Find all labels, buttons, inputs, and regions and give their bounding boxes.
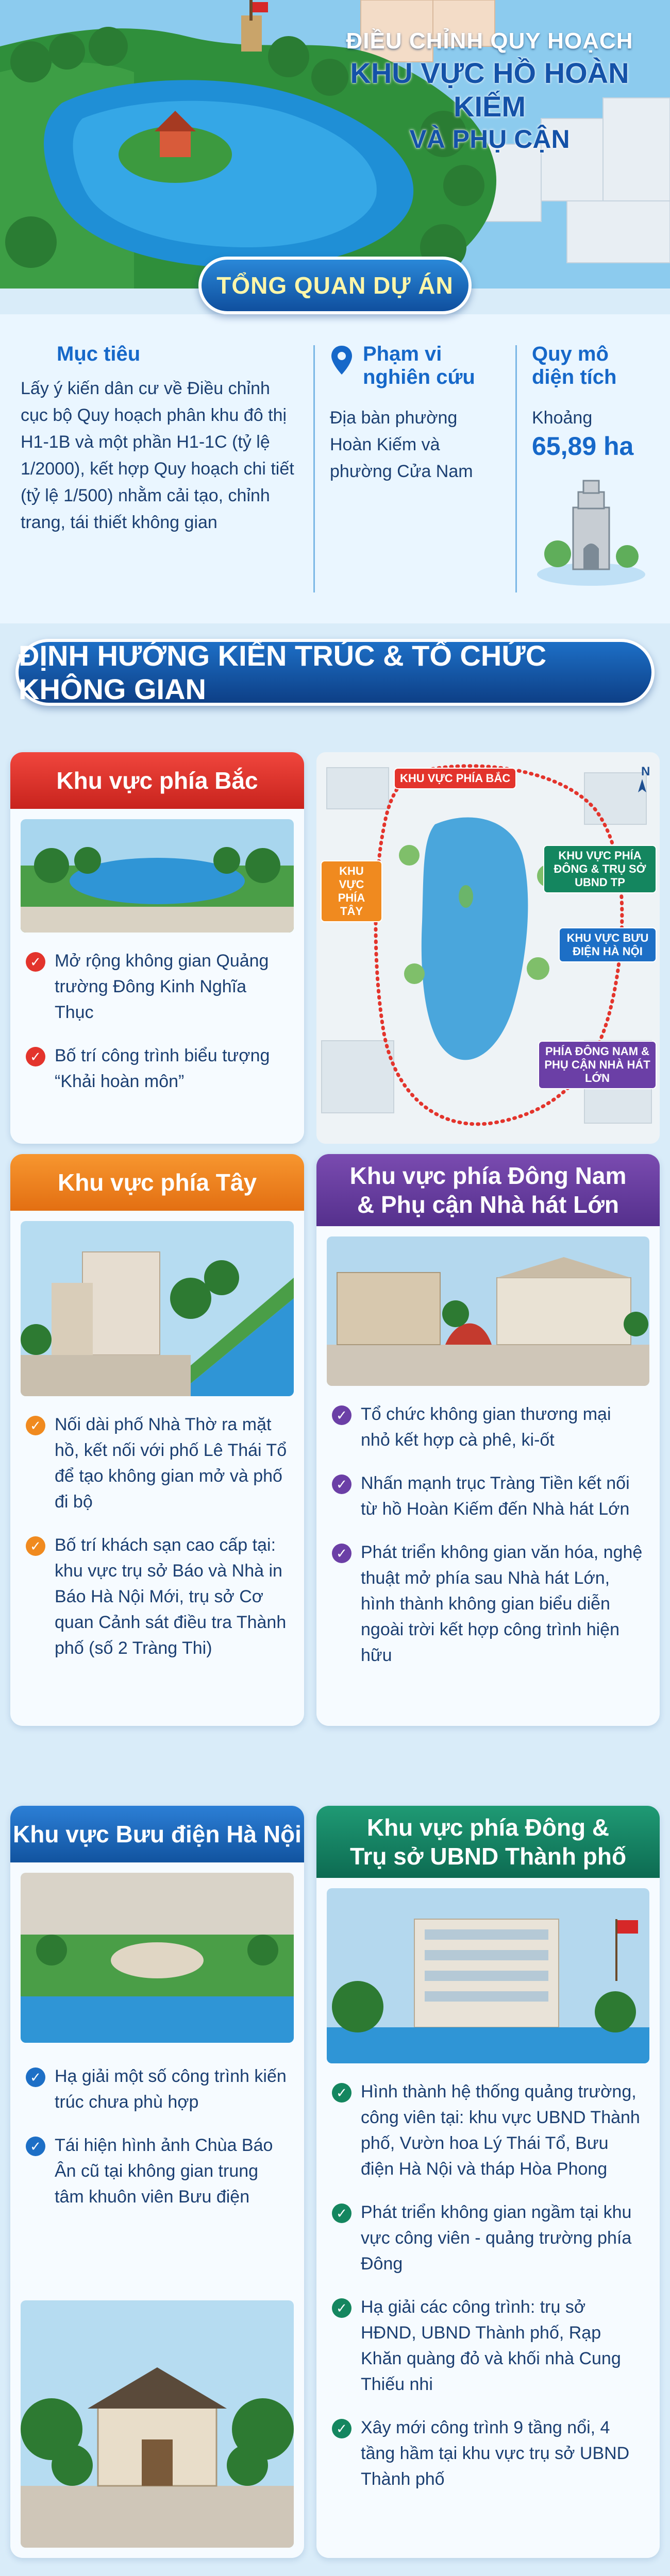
card-southeast-title-2: & Phụ cận Nhà hát Lớn	[357, 1191, 619, 1218]
southeast-photo	[327, 1236, 649, 1386]
hero-title-line1: ĐIỀU CHỈNH QUY HOẠCH	[346, 28, 633, 54]
divider	[313, 345, 315, 592]
list-item: ✓ Mở rộng không gian Quảng trường Đông Kinh Nghĩa Thục	[26, 948, 289, 1025]
southeast-bullet-list	[332, 1401, 644, 1686]
scope-title-1: Phạm vi	[363, 343, 442, 365]
goal-column	[21, 343, 299, 536]
overview-banner-text: TỔNG QUAN DỰ ÁN	[216, 272, 454, 299]
list-item: ✓ Hạ giải một số công trình kiến trúc chưa phù hợp	[26, 2063, 289, 2115]
card-southeast	[316, 1154, 660, 1726]
scope-text: Địa bàn phường Hoàn Kiếm và phường Cửa Nam	[330, 408, 473, 481]
pagoda-photo	[21, 2300, 294, 2548]
size-title-1: Quy mô	[532, 343, 609, 365]
list-item: ✓ Bố trí khách sạn cao cấp tại: khu vực trụ sở Báo và Nhà in Báo Hà Nội Mới, trụ sở Cơ quan Cảnh sát điều tra Thành phố (số 2 Tràng Thi)	[26, 1532, 289, 1661]
section-banner	[15, 639, 655, 706]
card-north-title: Khu vực phía Bắc	[56, 767, 258, 794]
map-label-southeast: PHÍA ĐÔNG NAM & PHỤ CẬN NHÀ HÁT LỚN	[538, 1041, 657, 1089]
north-bullet-list	[26, 948, 289, 1112]
card-west-title: Khu vực phía Tây	[57, 1169, 257, 1196]
north-photo	[21, 819, 294, 933]
check-icon: ✓	[332, 1405, 351, 1425]
card-east-title-1: Khu vực phía Đông &	[366, 1814, 610, 1841]
goal-title: Mục tiêu	[57, 343, 141, 365]
card-west-header	[10, 1154, 304, 1211]
check-icon: ✓	[26, 1416, 45, 1435]
check-icon: ✓	[332, 2419, 351, 2438]
card-post-header	[10, 1806, 304, 1862]
compass-label: N	[641, 765, 650, 778]
check-icon: ✓	[26, 1047, 45, 1066]
overview-section	[0, 314, 670, 623]
section-banner-text: ĐỊNH HƯỚNG KIẾN TRÚC & TỔ CHỨC KHÔNG GIAN	[19, 639, 547, 705]
list-item: ✓ Tổ chức không gian thương mại nhỏ kết hợp cà phê, ki-ốt	[332, 1401, 644, 1453]
size-prefix: Khoảng	[532, 408, 593, 428]
hero-title-line2: KHU VỰC HỒ HOÀN KIẾM	[350, 57, 629, 123]
list-item: ✓ Nối dài phố Nhà Thờ ra mặt hồ, kết nối với phố Lê Thái Tổ để tạo không gian mở và phố đi bộ	[26, 1412, 289, 1515]
hero-title	[330, 28, 649, 154]
map-label-north: KHU VỰC PHÍA BẮC	[394, 768, 516, 789]
check-icon: ✓	[332, 1544, 351, 1563]
card-east	[316, 1806, 660, 2558]
card-post	[10, 1806, 304, 2558]
map-label-east: KHU VỰC PHÍA ĐÔNG & TRỤ SỞ UBND TP	[543, 845, 657, 893]
east-photo	[327, 1888, 649, 2063]
goal-text: Lấy ý kiến dân cư về Điều chỉnh cục bộ Quy hoạch phân khu đô thị H1-1B và một phần H1-1C (tỷ lệ 1/2000), kết hợp Quy hoạch chi tiết (tỷ lệ 1/500) nhằm cải tạo, chỉnh trang, tái thiết không gian	[21, 379, 294, 532]
list-item: ✓ Hạ giải các công trình: trụ sở HĐND, UBND Thành phố, Rạp Khăn quàng đỏ và khối nhà Cung Thiếu nhi	[332, 2294, 644, 2397]
post-bullet-list	[26, 2063, 289, 2227]
size-value: 65,89 ha	[532, 432, 634, 461]
tower-icon	[532, 471, 650, 590]
post-photo	[21, 1873, 294, 2043]
west-bullet-list	[26, 1412, 289, 1679]
card-north-header	[10, 752, 304, 809]
list-item: ✓ Hình thành hệ thống quảng trường, công viên tại: khu vực UBND Thành phố, Vườn hoa Lý Thái Tổ, Bưu điện Hà Nội và tháp Hòa Phong	[332, 2079, 644, 2182]
card-southeast-header	[316, 1154, 660, 1226]
area-map	[316, 752, 660, 1144]
list-item: ✓ Nhấn mạnh trục Tràng Tiền kết nối từ hồ Hoàn Kiếm đến Nhà hát Lớn	[332, 1470, 644, 1522]
list-item: ✓ Tái hiện hình ảnh Chùa Báo Ân cũ tại không gian trung tâm khuôn viên Bưu điện	[26, 2132, 289, 2210]
map-label-west: KHU VỰC PHÍA TÂY	[321, 860, 382, 922]
map-label-post: KHU VỰC BƯU ĐIỆN HÀ NỘI	[559, 927, 657, 962]
size-title-2: diện tích	[532, 366, 617, 388]
divider	[515, 345, 517, 592]
hero-banner	[0, 0, 670, 289]
card-southeast-title-1: Khu vực phía Đông Nam	[349, 1162, 627, 1189]
card-post-title: Khu vực Bưu điện Hà Nội	[13, 1821, 301, 1848]
check-icon: ✓	[332, 2298, 351, 2318]
scope-column	[330, 343, 500, 485]
check-icon: ✓	[332, 2204, 351, 2223]
check-icon: ✓	[26, 2137, 45, 2156]
card-north	[10, 752, 304, 1144]
hero-title-line3: VÀ PHỤ CẬN	[409, 125, 570, 154]
card-east-header	[316, 1806, 660, 1878]
card-east-title-2: Trụ sở UBND Thành phố	[349, 1843, 627, 1870]
list-item: ✓ Phát triển không gian văn hóa, nghệ thuật mở phía sau Nhà hát Lớn, hình thành không gian biểu diễn ngoài trời kết hợp công trình hiện hữu	[332, 1539, 644, 1668]
west-photo	[21, 1221, 294, 1396]
check-icon: ✓	[26, 2067, 45, 2087]
list-item: ✓ Phát triển không gian ngầm tại khu vực công viên - quảng trường phía Đông	[332, 2199, 644, 2277]
list-item: ✓ Xây mới công trình 9 tầng nổi, 4 tầng hầm tại khu vực trụ sở UBND Thành phố	[332, 2415, 644, 2492]
check-icon: ✓	[26, 952, 45, 972]
card-west	[10, 1154, 304, 1726]
check-icon: ✓	[26, 1536, 45, 1556]
east-bullet-list	[332, 2079, 644, 2510]
list-item: ✓ Bố trí công trình biểu tượng “Khải hoàn môn”	[26, 1043, 289, 1094]
check-icon: ✓	[332, 1475, 351, 1494]
overview-banner	[198, 257, 472, 314]
location-pin-icon	[330, 345, 354, 376]
check-icon: ✓	[332, 2083, 351, 2103]
size-column	[532, 343, 656, 592]
scope-title-2: nghiên cứu	[363, 366, 475, 388]
